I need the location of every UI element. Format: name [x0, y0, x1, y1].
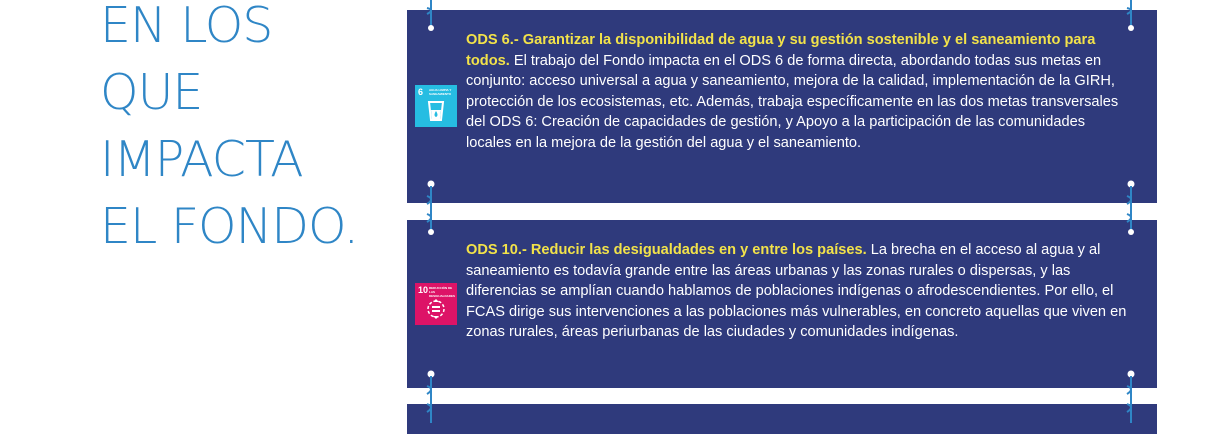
ods10-text: [466, 240, 1131, 343]
clip-icon: [1124, 180, 1138, 236]
ods6-title: ODS 6.- Garantizar la disponibilidad de agua y su gestión sostenible y el saneamiento para todos.: [466, 32, 1096, 69]
ods10-card: [407, 220, 1157, 388]
page-heading: [100, 0, 400, 260]
ods10-body: La brecha en el acceso al agua y al saneamiento es todavía grande entre las áreas urbanas y las zonas rurales o dispersas, y las diferencias se amplían cuando hablamos de poblaciones indígenas o afrodescendientes. Por ello, el FCAS dirige sus intervenciones a las poblaciones más vulnerables, en concreto aquellas que viven en zonas rurales, áreas periurbanas de las ciudades y comunidades indígenas.: [466, 242, 1127, 340]
sdg-6-badge: [415, 85, 457, 127]
ods6-body: El trabajo del Fondo impacta en el ODS 6 de forma directa, abordando todas sus metas en conjunto: acceso universal a agua y saneamiento, mejora de la calidad, implementación de la GIRH, protección de los ecosistemas, etc. Además, trabaja específicamente en las dos metas transversales del ODS 6: Creación de capacidades de gestión, y Apoyo a la participación de las comunidades locales en la mejora de la gestión del agua y el saneamiento.: [466, 52, 1119, 151]
heading-line-4: EL FONDO.: [100, 198, 359, 255]
clip-icon: [424, 0, 438, 32]
sdg-10-number: 10: [418, 285, 429, 295]
equality-icon: [426, 298, 446, 320]
sdg-10-badge: [415, 283, 457, 325]
ods6-text: [466, 30, 1131, 153]
ods10-title: ODS 10.- Reducir las desigualdades en y entre los países.: [466, 242, 867, 258]
clip-icon: [424, 370, 438, 423]
clip-icon: [1124, 0, 1138, 32]
ods6-card: [407, 10, 1157, 203]
sdg-6-label: AGUA LIMPIA Y SANEAMIENTO: [429, 88, 452, 96]
water-glass-icon: [426, 100, 446, 122]
sdg-10-label: REDUCCIÓN DE LAS DESIGUALDADES: [429, 286, 456, 298]
heading-line-1: EN LOS: [100, 0, 273, 54]
clip-icon: [424, 180, 438, 236]
heading-line-3: IMPACTA: [100, 131, 303, 188]
next-card: [407, 404, 1157, 434]
clip-icon: [1124, 370, 1138, 423]
sdg-6-number: 6: [418, 87, 424, 97]
heading-line-2: QUE: [100, 64, 203, 121]
